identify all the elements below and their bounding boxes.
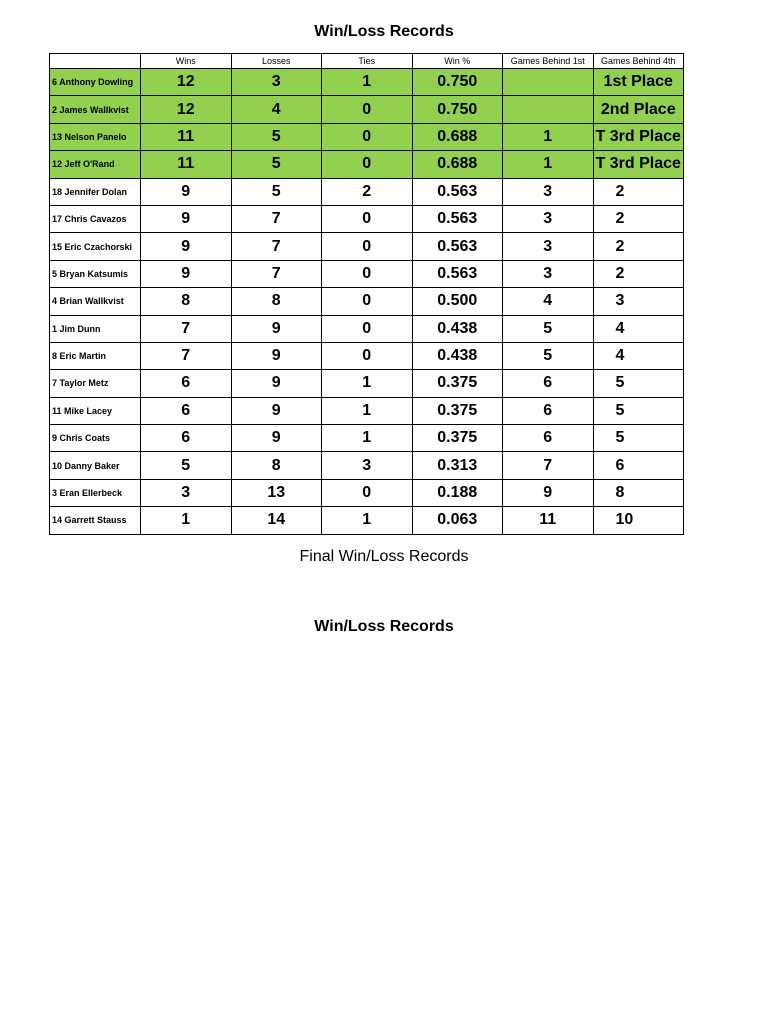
table-row bbox=[50, 178, 684, 205]
win-pct-cell: 0.563 bbox=[412, 260, 503, 287]
player-name: 4 Brian Wallkvist bbox=[50, 288, 141, 315]
header-losses: Losses bbox=[231, 54, 322, 69]
player-name: 11 Mike Lacey bbox=[50, 397, 141, 424]
ties-cell: 0 bbox=[322, 288, 413, 315]
table-caption: Final Win/Loss Records bbox=[299, 548, 469, 565]
player-name: 17 Chris Cavazos bbox=[50, 205, 141, 232]
ties-cell: 0 bbox=[322, 315, 413, 342]
ties-cell: 3 bbox=[322, 452, 413, 479]
ties-cell: 0 bbox=[322, 233, 413, 260]
games-behind-1st-cell bbox=[503, 69, 594, 96]
player-name: 1 Jim Dunn bbox=[50, 315, 141, 342]
games-behind-1st-cell: 1 bbox=[503, 123, 594, 150]
standings-table bbox=[49, 53, 684, 535]
player-name: 13 Nelson Panelo bbox=[50, 123, 141, 150]
table-row bbox=[50, 205, 684, 232]
wins-cell: 9 bbox=[141, 233, 232, 260]
games-behind-4th-cell: 10 bbox=[593, 507, 684, 534]
win-pct-cell: 0.750 bbox=[412, 96, 503, 123]
header-games-behind-1st: Games Behind 1st bbox=[503, 54, 594, 69]
wins-cell: 1 bbox=[141, 507, 232, 534]
losses-cell: 9 bbox=[231, 397, 322, 424]
losses-cell: 4 bbox=[231, 96, 322, 123]
wins-cell: 11 bbox=[141, 151, 232, 178]
games-behind-4th-cell: 4 bbox=[593, 342, 684, 369]
header-games-behind-4th: Games Behind 4th bbox=[593, 54, 684, 69]
games-behind-4th-cell: 5 bbox=[593, 425, 684, 452]
player-name: 12 Jeff O'Rand bbox=[50, 151, 141, 178]
player-name: 8 Eric Martin bbox=[50, 342, 141, 369]
games-behind-1st-cell: 11 bbox=[503, 507, 594, 534]
table-body bbox=[50, 69, 684, 535]
games-behind-1st-cell: 6 bbox=[503, 397, 594, 424]
win-pct-cell: 0.500 bbox=[412, 288, 503, 315]
games-behind-4th-cell: 2 bbox=[593, 178, 684, 205]
losses-cell: 5 bbox=[231, 178, 322, 205]
losses-cell: 5 bbox=[231, 151, 322, 178]
games-behind-4th-cell: 6 bbox=[593, 452, 684, 479]
table-row bbox=[50, 123, 684, 150]
games-behind-4th-cell: 5 bbox=[593, 397, 684, 424]
games-behind-1st-cell: 1 bbox=[503, 151, 594, 178]
games-behind-1st-cell: 3 bbox=[503, 178, 594, 205]
ties-cell: 0 bbox=[322, 96, 413, 123]
wins-cell: 8 bbox=[141, 288, 232, 315]
header-row bbox=[50, 54, 684, 69]
games-behind-1st-cell: 3 bbox=[503, 260, 594, 287]
ties-cell: 0 bbox=[322, 479, 413, 506]
player-name: 3 Eran Ellerbeck bbox=[50, 479, 141, 506]
win-pct-cell: 0.313 bbox=[412, 452, 503, 479]
wins-cell: 3 bbox=[141, 479, 232, 506]
player-name: 6 Anthony Dowling bbox=[50, 69, 141, 96]
wins-cell: 6 bbox=[141, 370, 232, 397]
win-pct-cell: 0.688 bbox=[412, 151, 503, 178]
ties-cell: 2 bbox=[322, 178, 413, 205]
table-row bbox=[50, 342, 684, 369]
games-behind-4th-cell: 2nd Place bbox=[593, 96, 684, 123]
games-behind-4th-cell: T 3rd Place bbox=[593, 151, 684, 178]
win-pct-cell: 0.563 bbox=[412, 233, 503, 260]
table-row bbox=[50, 425, 684, 452]
win-pct-cell: 0.375 bbox=[412, 370, 503, 397]
games-behind-1st-cell: 6 bbox=[503, 425, 594, 452]
ties-cell: 1 bbox=[322, 425, 413, 452]
losses-cell: 3 bbox=[231, 69, 322, 96]
games-behind-4th-cell: 3 bbox=[593, 288, 684, 315]
losses-cell: 8 bbox=[231, 452, 322, 479]
section-title: Win/Loss Records bbox=[314, 618, 454, 635]
games-behind-4th-cell: 1st Place bbox=[593, 69, 684, 96]
win-pct-cell: 0.188 bbox=[412, 479, 503, 506]
losses-cell: 9 bbox=[231, 315, 322, 342]
win-pct-cell: 0.063 bbox=[412, 507, 503, 534]
wins-cell: 7 bbox=[141, 342, 232, 369]
page-title: Win/Loss Records bbox=[314, 23, 454, 40]
losses-cell: 14 bbox=[231, 507, 322, 534]
wins-cell: 6 bbox=[141, 425, 232, 452]
games-behind-4th-cell: 2 bbox=[593, 205, 684, 232]
player-name: 5 Bryan Katsumis bbox=[50, 260, 141, 287]
games-behind-1st-cell: 3 bbox=[503, 205, 594, 232]
ties-cell: 0 bbox=[322, 342, 413, 369]
wins-cell: 9 bbox=[141, 178, 232, 205]
win-pct-cell: 0.750 bbox=[412, 69, 503, 96]
win-pct-cell: 0.563 bbox=[412, 178, 503, 205]
win-pct-cell: 0.438 bbox=[412, 342, 503, 369]
player-name: 7 Taylor Metz bbox=[50, 370, 141, 397]
win-pct-cell: 0.375 bbox=[412, 425, 503, 452]
table-row bbox=[50, 260, 684, 287]
ties-cell: 0 bbox=[322, 205, 413, 232]
games-behind-1st-cell: 9 bbox=[503, 479, 594, 506]
ties-cell: 0 bbox=[322, 260, 413, 287]
table-row bbox=[50, 233, 684, 260]
games-behind-4th-cell: 8 bbox=[593, 479, 684, 506]
wins-cell: 12 bbox=[141, 69, 232, 96]
losses-cell: 7 bbox=[231, 233, 322, 260]
table-row bbox=[50, 288, 684, 315]
games-behind-4th-cell: 2 bbox=[593, 233, 684, 260]
player-name: 9 Chris Coats bbox=[50, 425, 141, 452]
wins-cell: 12 bbox=[141, 96, 232, 123]
losses-cell: 7 bbox=[231, 260, 322, 287]
table-row bbox=[50, 69, 684, 96]
wins-cell: 9 bbox=[141, 260, 232, 287]
ties-cell: 1 bbox=[322, 507, 413, 534]
header-ties: Ties bbox=[322, 54, 413, 69]
win-pct-cell: 0.375 bbox=[412, 397, 503, 424]
losses-cell: 8 bbox=[231, 288, 322, 315]
losses-cell: 5 bbox=[231, 123, 322, 150]
player-name: 10 Danny Baker bbox=[50, 452, 141, 479]
ties-cell: 1 bbox=[322, 397, 413, 424]
ties-cell: 0 bbox=[322, 123, 413, 150]
table-row bbox=[50, 370, 684, 397]
ties-cell: 1 bbox=[322, 69, 413, 96]
table-row bbox=[50, 315, 684, 342]
table-row bbox=[50, 151, 684, 178]
games-behind-1st-cell: 5 bbox=[503, 342, 594, 369]
games-behind-1st-cell: 6 bbox=[503, 370, 594, 397]
games-behind-1st-cell: 5 bbox=[503, 315, 594, 342]
header-name bbox=[50, 54, 141, 69]
games-behind-4th-cell: 5 bbox=[593, 370, 684, 397]
wins-cell: 5 bbox=[141, 452, 232, 479]
losses-cell: 9 bbox=[231, 370, 322, 397]
games-behind-4th-cell: 4 bbox=[593, 315, 684, 342]
games-behind-4th-cell: 2 bbox=[593, 260, 684, 287]
table-row bbox=[50, 507, 684, 534]
games-behind-1st-cell bbox=[503, 96, 594, 123]
wins-cell: 7 bbox=[141, 315, 232, 342]
table-row bbox=[50, 397, 684, 424]
table-row bbox=[50, 452, 684, 479]
losses-cell: 9 bbox=[231, 342, 322, 369]
wins-cell: 6 bbox=[141, 397, 232, 424]
ties-cell: 1 bbox=[322, 370, 413, 397]
header-win-pct: Win % bbox=[412, 54, 503, 69]
player-name: 15 Eric Czachorski bbox=[50, 233, 141, 260]
wins-cell: 9 bbox=[141, 205, 232, 232]
games-behind-1st-cell: 3 bbox=[503, 233, 594, 260]
player-name: 2 James Wallkvist bbox=[50, 96, 141, 123]
player-name: 14 Garrett Stauss bbox=[50, 507, 141, 534]
win-pct-cell: 0.438 bbox=[412, 315, 503, 342]
losses-cell: 9 bbox=[231, 425, 322, 452]
losses-cell: 13 bbox=[231, 479, 322, 506]
win-pct-cell: 0.563 bbox=[412, 205, 503, 232]
losses-cell: 7 bbox=[231, 205, 322, 232]
games-behind-1st-cell: 4 bbox=[503, 288, 594, 315]
ties-cell: 0 bbox=[322, 151, 413, 178]
player-name: 18 Jennifer Dolan bbox=[50, 178, 141, 205]
table-row bbox=[50, 96, 684, 123]
header-wins: Wins bbox=[141, 54, 232, 69]
win-pct-cell: 0.688 bbox=[412, 123, 503, 150]
games-behind-4th-cell: T 3rd Place bbox=[593, 123, 684, 150]
wins-cell: 11 bbox=[141, 123, 232, 150]
table-row bbox=[50, 479, 684, 506]
games-behind-1st-cell: 7 bbox=[503, 452, 594, 479]
